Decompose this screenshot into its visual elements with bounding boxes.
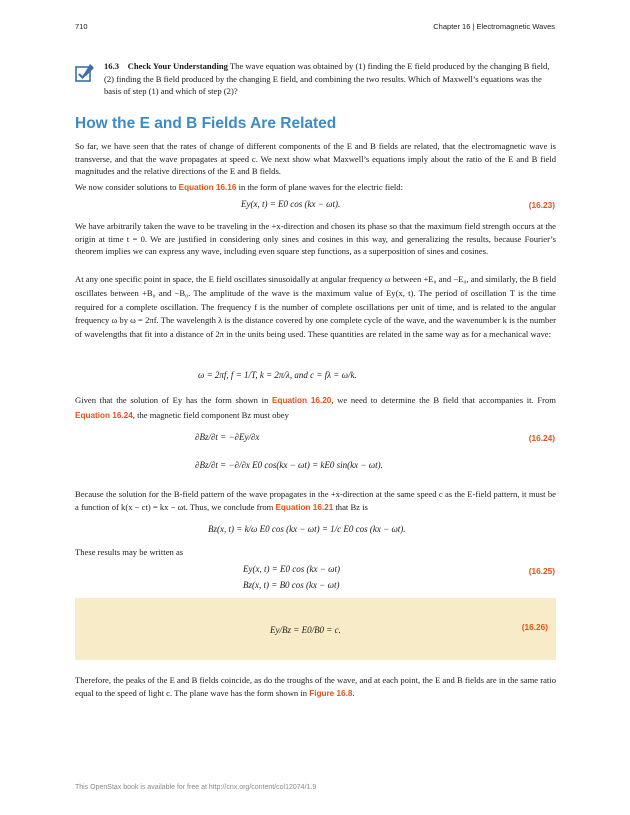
link-equation-16-21[interactable]: Equation 16.21 xyxy=(275,502,334,512)
link-equation-16-20[interactable]: Equation 16.20 xyxy=(272,396,332,405)
equation-wave-relations: ω = 2πf, f = 1/T, k = 2π/λ, and c = fλ = ω/k. xyxy=(198,370,357,380)
checkbox-pencil-icon xyxy=(75,63,95,83)
equation-number-16-23: (16.23) xyxy=(528,200,555,210)
equation-16-23: Ey(x, t) = E0 cos (kx − ωt). xyxy=(241,199,341,209)
equation-16-24-line1: ∂Bz/∂t = −∂Ey/∂x xyxy=(195,432,260,442)
paragraph-plane-waves: We now consider solutions to Equation 16.16 in the form of plane waves for the electric field: xyxy=(75,182,403,192)
section-heading: How the E and B Fields Are Related xyxy=(75,115,337,132)
equation-bz: Bz(x, t) = k/ω E0 cos (kx − ωt) = 1/c E0 cos (kx − ωt). xyxy=(208,524,406,534)
equation-16-25-line1: Ey(x, t) = E0 cos (kx − ωt) xyxy=(243,564,340,574)
equation-number-16-25: (16.25) xyxy=(528,566,555,576)
chapter-title: Chapter 16 | Electromagnetic Waves xyxy=(433,22,555,31)
check-body: The wave equation was obtained by (1) finding the E field produced by the changing B field, (2) finding the B field produced by the changing E field, and combining the two results. Which of Maxwell’s equations was the basis of step (1) and which of step (2)? xyxy=(104,61,550,96)
link-equation-16-16[interactable]: Equation 16.16 xyxy=(178,183,237,192)
footer-note: This OpenStax book is available for free at http://cnx.org/content/col12074/1.9 xyxy=(75,784,317,791)
equation-16-25-line2: Bz(x, t) = B0 cos (kx − ωt) xyxy=(243,580,340,590)
equation-16-24-line2: ∂Bz/∂t = −∂/∂x E0 cos(kx − ωt) = kE0 sin(kx − ωt). xyxy=(195,460,383,470)
paragraph-intro: So far, we have seen that the rates of change of different components of the E and B fields are related, that the electromagnetic wave is transverse, and that the wave propagates at speed c. We next show what Maxwell’s equations imply about the ratio of the E and B field magnitudes and the relative directions of the E and B fields. xyxy=(75,141,556,176)
equation-16-26: Ey/Bz = E0/B0 = c. xyxy=(270,625,341,635)
check-understanding-text xyxy=(104,60,555,98)
paragraph-solution: Given that the solution of Ey has the form shown in Equation 16.20, we need to determine the B field that accompanies it. From Equation 16.24, the magnetic field component Bz must obey xyxy=(75,395,556,420)
paragraph-oscillation: At any one specific point in space, the E field oscillates sinusoidally at angular frequency ω between +E₀ and −E₀, and similarly, the B field oscillates between +B₀ and −B₀. The amplitude of the wave is the maximum value of Ey(x, t). The period of oscillation T is the time required for a complete oscillation. The frequency f is the number of complete oscillations per unit of time, and is related to the angular frequency ω by ω = 2πf. The wavelength λ is the distance covered by one complete cycle of the wave, and the wavenumber k is the number of wavelengths that fit into a distance of 2π in the units being used. These quantities are related in the same way as for a mechanical wave: xyxy=(75,274,556,340)
check-understanding-box xyxy=(75,60,555,98)
check-number: 16.3 xyxy=(104,61,120,71)
equation-number-16-26: (16.26) xyxy=(521,622,548,632)
check-title: Check Your Understanding xyxy=(127,61,228,71)
equation-number-16-24: (16.24) xyxy=(528,433,555,443)
paragraph-results: These results may be written as xyxy=(75,547,184,557)
paragraph-phase: We have arbitrarily taken the wave to be traveling in the +x-direction and chosen its phase so that the maximum field strength occurs at the origin at time t = 0. We are justified in considering only sines and cosines in this way, and generalizing the results, because Fourier’s theorem implies we can express any wave, including even square step functions, as a superposition of sines and cosines. xyxy=(75,221,556,256)
paragraph-conclusion: Therefore, the peaks of the E and B fields coincide, as do the troughs of the wave, and at each point, the E and B fields are in the same ratio equal to the speed of light c. The plane wave has the form shown in Figure 16.8. xyxy=(75,675,556,698)
link-equation-16-24[interactable]: Equation 16.24 xyxy=(75,411,133,420)
link-figure-16-8[interactable]: Figure 16.8 xyxy=(309,688,353,698)
page-number: 710 xyxy=(75,22,88,31)
paragraph-b-field: Because the solution for the B-field pattern of the wave propagates in the +x-direction at the same speed c as the E-field pattern, it must be a function of k(x − ct) = kx − ωt. Thus, we conclude from Equation 16.21 that Bz is xyxy=(75,489,556,512)
